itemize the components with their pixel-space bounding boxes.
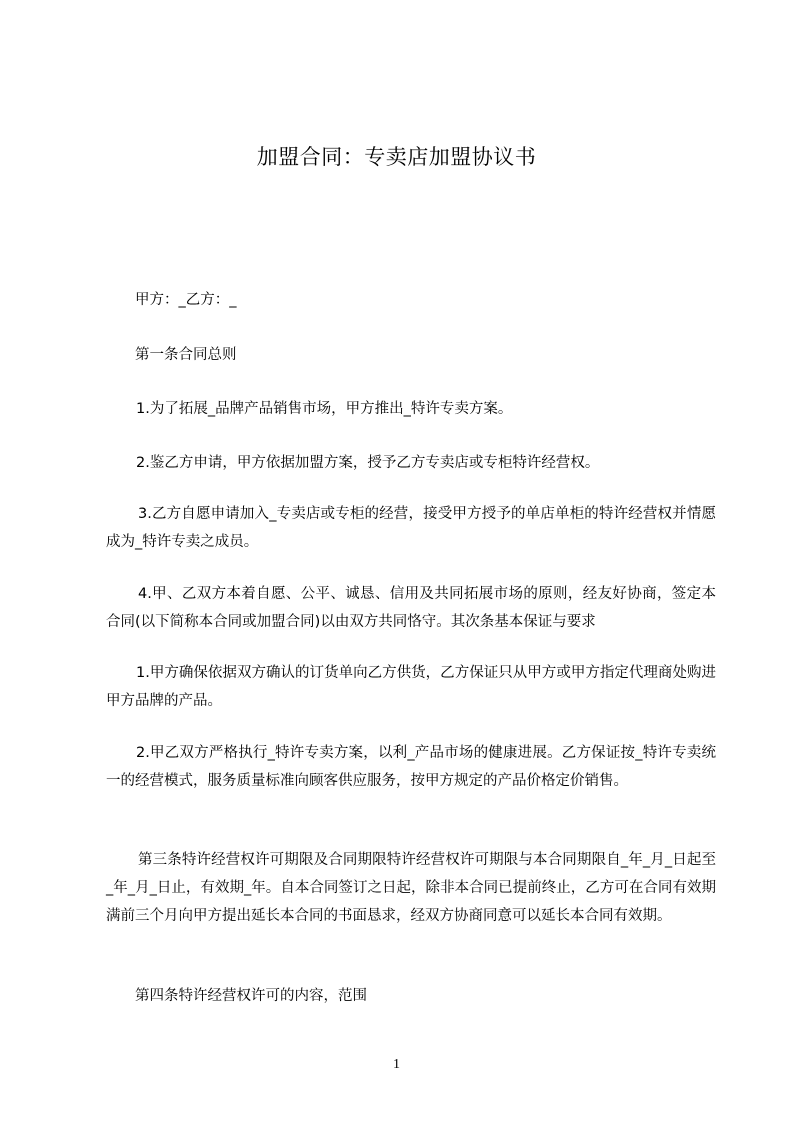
- clause-1-4: 4.甲、乙双方本着自愿、公平、诚恳、信用及共同拓展市场的原则，经友好协商，签定本合同(以下简称本合同或加盟合同)以由双方共同恪守。其次条基本保证与要求: [106, 586, 716, 630]
- clause-2-2: 2.甲乙双方严格执行_特许专卖方案，以利_产品市场的健康进展。乙方保证按_特许专卖统一的经营模式，服务质量标准向顾客供应服务，按甲方规定的产品价格定价销售。: [106, 745, 716, 789]
- clause-1-2: 2.鉴乙方申请，甲方依据加盟方案，授予乙方专卖店或专柜特许经营权。: [136, 455, 600, 471]
- clause-1-1: 1.为了拓展_品牌产品销售市场，甲方推出_特许专卖方案。: [136, 401, 513, 417]
- page-number: 1: [393, 1057, 400, 1072]
- clause-2-1: 1.甲方确保依据双方确认的订货单向乙方供货，乙方保证只从甲方或甲方指定代理商处购进甲方品牌的产品。: [106, 665, 716, 709]
- section-heading-general: 第一条合同总则: [135, 347, 237, 363]
- section-3-term: 第三条特许经营权许可期限及合同期限特许经营权许可期限与本合同期限自_年_月_日起至_年_月_日止，有效期_年。自本合同签订之日起，除非本合同已提前终止，乙方可在合同有效期满前三个月向甲方提出延长本合同的书面恳求，经双方协商同意可以延长本合同有效期。: [106, 852, 716, 924]
- parties-line: 甲方：_乙方：_: [135, 292, 237, 308]
- document-title: 加盟合同：专卖店加盟协议书: [256, 145, 537, 169]
- section-heading-scope: 第四条特许经营权许可的内容，范围: [135, 988, 367, 1004]
- clause-1-3: 3.乙方自愿申请加入_专卖店或专柜的经营，接受甲方授予的单店单柜的特许经营权并情愿成为_特许专卖之成员。: [106, 506, 716, 550]
